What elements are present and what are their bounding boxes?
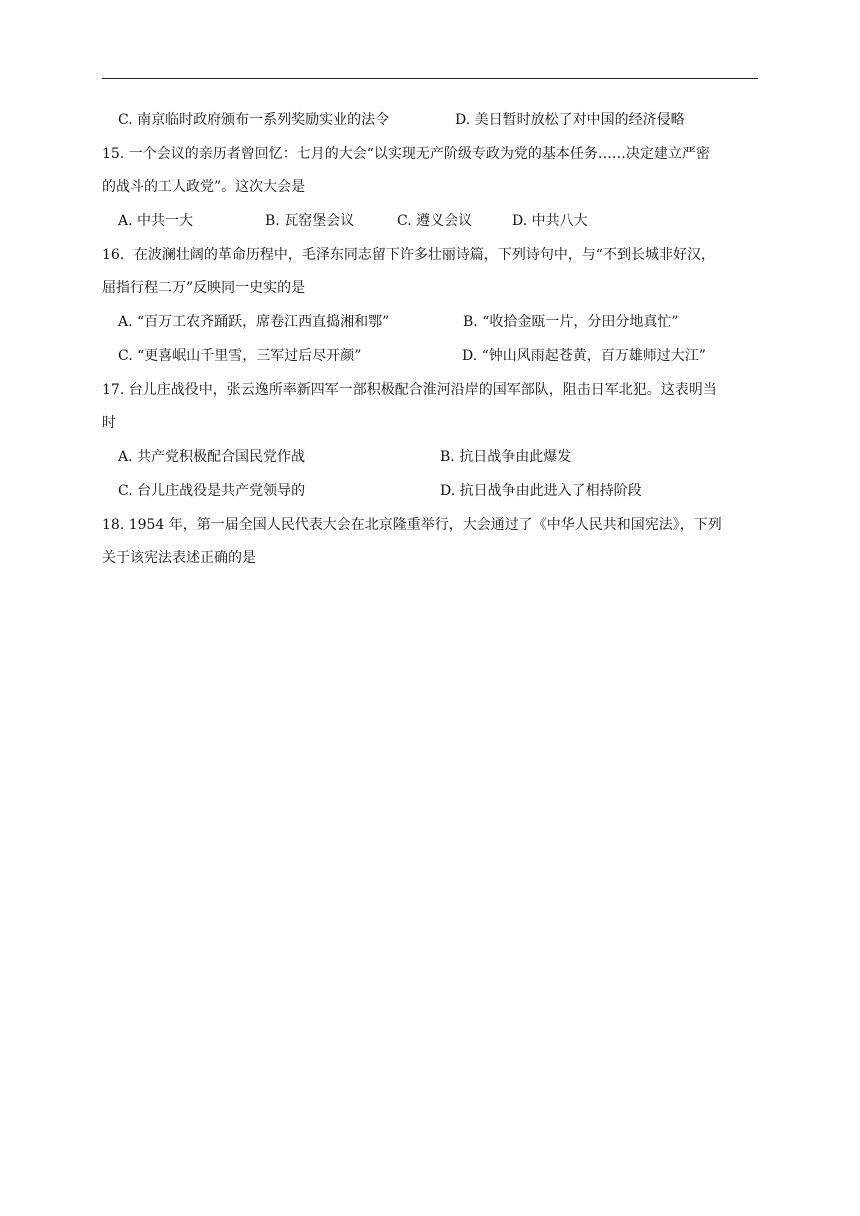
q18-stem-line1: 18. 1954 年，第一届全国人民代表大会在北京隆重举行，大会通过了《中华人民共和国宪法》，下列	[102, 517, 722, 533]
q14-option-c: C. 南京临时政府颁布一系列奖励实业的法令	[118, 112, 390, 128]
q14-option-d: D. 美日暂时放松了对中国的经济侵略	[455, 112, 685, 128]
q16-stem-line2: 屈指行程二万”反映同一史实的是	[102, 280, 306, 296]
q18-stem-line2: 关于该宪法表述正确的是	[102, 550, 256, 566]
q16-option-b: B. “收拾金瓯一片，分田分地真忙”	[463, 314, 679, 330]
q16-option-c: C. “更喜岷山千里雪，三军过后尽开颜”	[118, 348, 362, 364]
q15-option-b: B. 瓦窑堡会议	[265, 213, 355, 229]
q17-option-a: A. 共产党积极配合国民党作战	[118, 449, 306, 465]
q15-stem-line1: 15. 一个会议的亲历者曾回忆：七月的大会“以实现无产阶级专政为党的基本任务……决定建立严密	[102, 146, 710, 162]
q17-stem-line1: 17. 台儿庄战役中，张云逸所率新四军一部积极配合淮河沿岸的国军部队，阻击日军北犯。这表明当	[102, 382, 717, 398]
q16-option-a: A. “百万工农齐踊跃，席卷江西直捣湘和鄂”	[118, 314, 390, 330]
q15-stem-line2: 的战斗的工人政党”。这次大会是	[102, 179, 306, 195]
q16-option-d: D. “钟山风雨起苍黄，百万雄师过大江”	[462, 348, 706, 364]
q15-option-d: D. 中共八大	[512, 213, 588, 229]
q15-option-a: A. 中共一大	[118, 213, 194, 229]
q16-stem-line1: 16．在波澜壮阔的革命历程中，毛泽东同志留下许多壮丽诗篇，下列诗句中，与“不到长城非好汉，	[102, 247, 715, 263]
q17-option-d: D. 抗日战争由此进入了相持阶段	[440, 483, 642, 499]
q15-option-c: C. 遵义会议	[397, 213, 473, 229]
q17-stem-line2: 时	[102, 415, 116, 431]
header-rule	[102, 78, 758, 79]
q17-option-b: B. 抗日战争由此爆发	[440, 449, 572, 465]
q17-option-c: C. 台儿庄战役是共产党领导的	[118, 483, 306, 499]
